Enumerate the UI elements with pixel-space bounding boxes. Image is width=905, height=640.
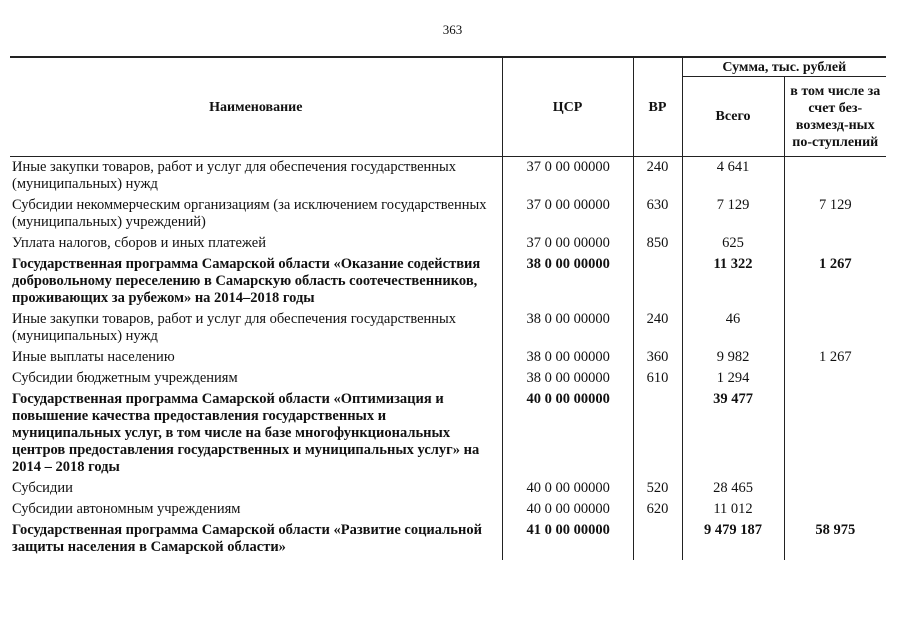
page-number: 363 — [442, 22, 463, 37]
row-total: 11 322 — [682, 256, 784, 311]
row-csr: 37 0 00 00000 — [502, 157, 633, 198]
row-name: Государственная программа Самарской области «Оптимизация и повышение качества предоставления государственных и муниципальных услуг, в том числе на базе многофункциональных центров предоставления государственных и муниципальных услуг» на 2014 – 2018 годы — [10, 391, 502, 480]
row-free-funds — [784, 480, 886, 501]
row-csr: 38 0 00 00000 — [502, 311, 633, 349]
table-body — [10, 157, 886, 561]
table-row — [10, 370, 886, 391]
table-row — [10, 197, 886, 235]
row-csr: 40 0 00 00000 — [502, 391, 633, 480]
row-vr: 240 — [633, 157, 682, 198]
row-free-funds — [784, 311, 886, 349]
row-name: Иные закупки товаров, работ и услуг для обеспечения государственных (муниципальных) нужд — [10, 311, 502, 349]
header-name: Наименование — [10, 57, 502, 157]
row-total: 7 129 — [682, 197, 784, 235]
row-name: Уплата налогов, сборов и иных платежей — [10, 235, 502, 256]
row-name: Субсидии некоммерческим организациям (за исключением государственных (муниципальных) учреждений) — [10, 197, 502, 235]
header-sum: Сумма, тыс. рублей — [682, 57, 886, 77]
row-free-funds — [784, 157, 886, 198]
table-row — [10, 349, 886, 370]
row-csr: 38 0 00 00000 — [502, 349, 633, 370]
row-vr — [633, 256, 682, 311]
row-csr: 38 0 00 00000 — [502, 370, 633, 391]
row-total: 11 012 — [682, 501, 784, 522]
row-total: 4 641 — [682, 157, 784, 198]
header-total: Всего — [682, 77, 784, 157]
row-total: 1 294 — [682, 370, 784, 391]
table-row — [10, 522, 886, 560]
table-row — [10, 311, 886, 349]
row-name: Государственная программа Самарской области «Оказание содействия добровольному переселению в Самарскую область соотечественников, проживающих за рубежом» на 2014–2018 годы — [10, 256, 502, 311]
row-name: Иные выплаты населению — [10, 349, 502, 370]
table-row — [10, 157, 886, 198]
row-name: Субсидии бюджетным учреждениям — [10, 370, 502, 391]
row-total: 46 — [682, 311, 784, 349]
row-free-funds: 7 129 — [784, 197, 886, 235]
row-vr: 610 — [633, 370, 682, 391]
row-name: Субсидии — [10, 480, 502, 501]
table-row — [10, 256, 886, 311]
row-total: 9 982 — [682, 349, 784, 370]
table-header — [10, 57, 886, 157]
row-vr: 520 — [633, 480, 682, 501]
row-free-funds — [784, 391, 886, 480]
budget-table — [10, 56, 886, 560]
row-vr: 240 — [633, 311, 682, 349]
row-csr: 37 0 00 00000 — [502, 197, 633, 235]
row-vr — [633, 391, 682, 480]
row-name: Иные закупки товаров, работ и услуг для обеспечения государственных (муниципальных) нужд — [10, 157, 502, 198]
row-csr: 41 0 00 00000 — [502, 522, 633, 560]
row-free-funds — [784, 501, 886, 522]
row-name: Государственная программа Самарской области «Развитие социальной защиты населения в Самарской области» — [10, 522, 502, 560]
row-total: 28 465 — [682, 480, 784, 501]
row-free-funds: 58 975 — [784, 522, 886, 560]
row-free-funds — [784, 235, 886, 256]
table-row — [10, 480, 886, 501]
row-vr — [633, 522, 682, 560]
row-free-funds: 1 267 — [784, 256, 886, 311]
row-csr: 40 0 00 00000 — [502, 501, 633, 522]
header-free-funds: в том числе за счет без-возмезд-ных по-ступлений — [784, 77, 886, 157]
row-free-funds — [784, 370, 886, 391]
row-csr: 37 0 00 00000 — [502, 235, 633, 256]
row-total: 39 477 — [682, 391, 784, 480]
row-csr: 40 0 00 00000 — [502, 480, 633, 501]
row-vr: 620 — [633, 501, 682, 522]
row-vr: 850 — [633, 235, 682, 256]
row-free-funds: 1 267 — [784, 349, 886, 370]
row-csr: 38 0 00 00000 — [502, 256, 633, 311]
table-row — [10, 391, 886, 480]
header-vr: ВР — [633, 57, 682, 157]
row-name: Субсидии автономным учреждениям — [10, 501, 502, 522]
row-vr: 360 — [633, 349, 682, 370]
table-row — [10, 501, 886, 522]
row-total: 9 479 187 — [682, 522, 784, 560]
table-row — [10, 235, 886, 256]
header-csr: ЦСР — [502, 57, 633, 157]
row-total: 625 — [682, 235, 784, 256]
row-vr: 630 — [633, 197, 682, 235]
